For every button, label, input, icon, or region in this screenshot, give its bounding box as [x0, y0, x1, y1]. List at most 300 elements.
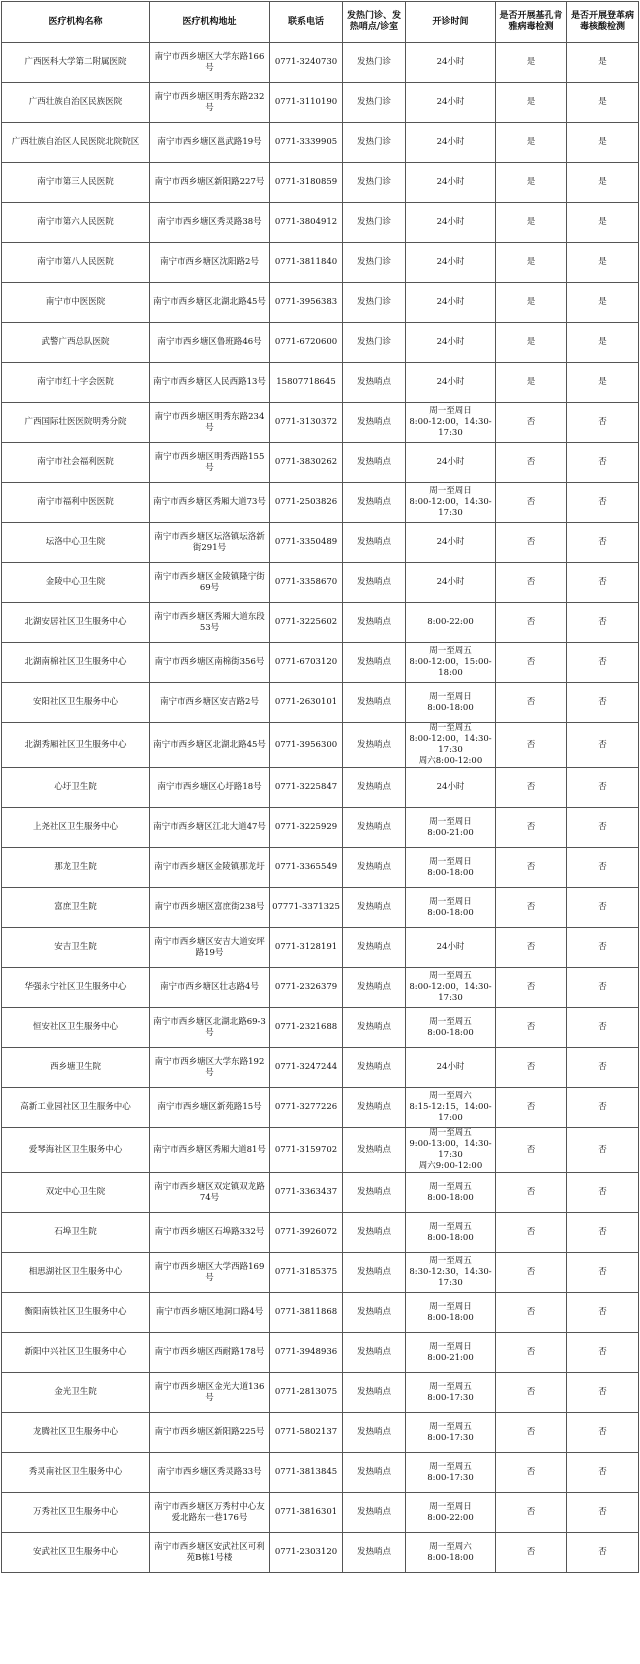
address-cell: 南宁市西乡塘区大学东路192号: [150, 1048, 270, 1088]
dengue-test-cell: 是: [567, 323, 639, 363]
chikungunya-test-cell: 否: [496, 683, 567, 723]
opening-hours-cell: 24小时: [406, 203, 496, 243]
clinic-type-cell: 发热哨点: [343, 523, 406, 563]
institution-name-cell: 相思湖社区卫生服务中心: [2, 1253, 150, 1293]
institution-name-cell: 秀灵南社区卫生服务中心: [2, 1453, 150, 1493]
address-cell: 南宁市西乡塘区秀灵路38号: [150, 203, 270, 243]
chikungunya-test-cell: 否: [496, 643, 567, 683]
institution-name-cell: 广西医科大学第二附属医院: [2, 43, 150, 83]
opening-hours-cell: 周一至周五 8:00-17:30: [406, 1413, 496, 1453]
opening-hours-cell: 24小时: [406, 443, 496, 483]
dengue-test-cell: 否: [567, 1293, 639, 1333]
chikungunya-test-cell: 是: [496, 283, 567, 323]
opening-hours-cell: 24小时: [406, 363, 496, 403]
table-row: [2, 1253, 639, 1293]
clinic-type-cell: 发热门诊: [343, 203, 406, 243]
institution-name-cell: 北湖安居社区卫生服务中心: [2, 603, 150, 643]
phone-cell: 0771-3816301: [270, 1493, 343, 1533]
institution-name-cell: 石埠卫生院: [2, 1213, 150, 1253]
chikungunya-test-cell: 否: [496, 1493, 567, 1533]
address-cell: 南宁市西乡塘区万秀村中心友爱北路东一巷176号: [150, 1493, 270, 1533]
institution-name-cell: 安阳社区卫生服务中心: [2, 683, 150, 723]
opening-hours-cell: 周一至周日 8:00-18:00: [406, 683, 496, 723]
chikungunya-test-cell: 否: [496, 928, 567, 968]
table-row: [2, 1413, 639, 1453]
address-cell: 南宁市西乡塘区大学西路169号: [150, 1253, 270, 1293]
address-cell: 南宁市西乡塘区北湖北路69-3号: [150, 1008, 270, 1048]
clinic-type-cell: 发热哨点: [343, 1373, 406, 1413]
dengue-test-cell: 否: [567, 808, 639, 848]
opening-hours-cell: 周一至周日 8:00-21:00: [406, 1333, 496, 1373]
opening-hours-cell: 24小时: [406, 163, 496, 203]
phone-cell: 0771-3225602: [270, 603, 343, 643]
address-cell: 南宁市西乡塘区安武社区可利苑B栋1号楼: [150, 1533, 270, 1573]
phone-cell: 0771-3350489: [270, 523, 343, 563]
address-cell: 南宁市西乡塘区安吉路2号: [150, 683, 270, 723]
dengue-test-cell: 否: [567, 888, 639, 928]
opening-hours-cell: 周一至周五 8:00-12:00，15:00-18:00: [406, 643, 496, 683]
chikungunya-test-cell: 是: [496, 323, 567, 363]
phone-cell: 0771-3180859: [270, 163, 343, 203]
address-cell: 南宁市西乡塘区金光大道136号: [150, 1373, 270, 1413]
opening-hours-cell: 周一至周五 8:00-12:00，14:30-17:30 周六8:00-12:00: [406, 723, 496, 768]
table-header-row: [2, 2, 639, 43]
institution-name-cell: 南宁市第八人民医院: [2, 243, 150, 283]
address-cell: 南宁市西乡塘区石埠路332号: [150, 1213, 270, 1253]
dengue-test-cell: 否: [567, 1048, 639, 1088]
dengue-test-cell: 否: [567, 1128, 639, 1173]
phone-cell: 0771-3110190: [270, 83, 343, 123]
address-cell: 南宁市西乡塘区秀灵路33号: [150, 1453, 270, 1493]
phone-cell: 0771-2813075: [270, 1373, 343, 1413]
phone-cell: 0771-3811868: [270, 1293, 343, 1333]
dengue-test-cell: 否: [567, 1373, 639, 1413]
phone-cell: 0771-3830262: [270, 443, 343, 483]
clinic-type-cell: 发热哨点: [343, 403, 406, 443]
institution-name-cell: 那龙卫生院: [2, 848, 150, 888]
address-cell: 南宁市西乡塘区沈阳路2号: [150, 243, 270, 283]
clinic-type-cell: 发热哨点: [343, 443, 406, 483]
opening-hours-cell: 24小时: [406, 1048, 496, 1088]
chikungunya-test-cell: 否: [496, 443, 567, 483]
opening-hours-cell: 周一至周五 8:00-18:00: [406, 1008, 496, 1048]
chikungunya-test-cell: 否: [496, 808, 567, 848]
chikungunya-test-cell: 否: [496, 403, 567, 443]
address-cell: 南宁市西乡塘区明秀东路234号: [150, 403, 270, 443]
dengue-test-cell: 否: [567, 1213, 639, 1253]
phone-cell: 0771-2630101: [270, 683, 343, 723]
opening-hours-cell: 24小时: [406, 928, 496, 968]
dengue-test-cell: 是: [567, 163, 639, 203]
chikungunya-test-cell: 是: [496, 43, 567, 83]
phone-cell: 0771-3363437: [270, 1173, 343, 1213]
address-cell: 南宁市西乡塘区鲁班路46号: [150, 323, 270, 363]
dengue-test-cell: 否: [567, 683, 639, 723]
dengue-test-cell: 否: [567, 603, 639, 643]
table-row: [2, 1533, 639, 1573]
table-row: [2, 43, 639, 83]
table-row: [2, 283, 639, 323]
chikungunya-test-cell: 否: [496, 1213, 567, 1253]
address-cell: 南宁市西乡塘区江北大道47号: [150, 808, 270, 848]
chikungunya-test-cell: 是: [496, 123, 567, 163]
dengue-test-cell: 否: [567, 403, 639, 443]
table-row: [2, 1213, 639, 1253]
phone-cell: 0771-3813845: [270, 1453, 343, 1493]
institution-name-cell: 爱琴海社区卫生服务中心: [2, 1128, 150, 1173]
table-row: [2, 1008, 639, 1048]
opening-hours-cell: 8:00-22:00: [406, 603, 496, 643]
opening-hours-cell: 周一至周五 8:30-12:30，14:30-17:30: [406, 1253, 496, 1293]
table-row: [2, 1128, 639, 1173]
institution-name-cell: 广西壮族自治区民族医院: [2, 83, 150, 123]
dengue-test-cell: 否: [567, 928, 639, 968]
address-cell: 南宁市西乡塘区西耐路178号: [150, 1333, 270, 1373]
column-header: 医疗机构名称: [2, 2, 150, 43]
dengue-test-cell: 否: [567, 563, 639, 603]
opening-hours-cell: 周一至周日 8:00-22:00: [406, 1493, 496, 1533]
table-row: [2, 1453, 639, 1493]
address-cell: 南宁市西乡塘区壮志路4号: [150, 968, 270, 1008]
institution-name-cell: 衡阳南铁社区卫生服务中心: [2, 1293, 150, 1333]
table-row: [2, 1173, 639, 1213]
chikungunya-test-cell: 否: [496, 768, 567, 808]
table-row: [2, 83, 639, 123]
clinic-type-cell: 发热哨点: [343, 928, 406, 968]
phone-cell: 0771-3128191: [270, 928, 343, 968]
phone-cell: 0771-3240730: [270, 43, 343, 83]
address-cell: 南宁市西乡塘区新阳路227号: [150, 163, 270, 203]
address-cell: 南宁市西乡塘区秀厢大道东段53号: [150, 603, 270, 643]
dengue-test-cell: 是: [567, 83, 639, 123]
institution-name-cell: 新阳中兴社区卫生服务中心: [2, 1333, 150, 1373]
chikungunya-test-cell: 否: [496, 603, 567, 643]
clinic-type-cell: 发热门诊: [343, 83, 406, 123]
clinic-type-cell: 发热哨点: [343, 1533, 406, 1573]
chikungunya-test-cell: 否: [496, 1128, 567, 1173]
opening-hours-cell: 24小时: [406, 768, 496, 808]
opening-hours-cell: 周一至周日 8:00-12:00，14:30-17:30: [406, 483, 496, 523]
dengue-test-cell: 是: [567, 363, 639, 403]
address-cell: 南宁市西乡塘区南棉街356号: [150, 643, 270, 683]
chikungunya-test-cell: 否: [496, 1173, 567, 1213]
dengue-test-cell: 否: [567, 768, 639, 808]
dengue-test-cell: 否: [567, 643, 639, 683]
chikungunya-test-cell: 是: [496, 163, 567, 203]
dengue-test-cell: 否: [567, 1173, 639, 1213]
clinic-type-cell: 发热哨点: [343, 363, 406, 403]
dengue-test-cell: 否: [567, 1453, 639, 1493]
phone-cell: 0771-3277226: [270, 1088, 343, 1128]
clinic-type-cell: 发热哨点: [343, 1453, 406, 1493]
opening-hours-cell: 24小时: [406, 283, 496, 323]
table-row: [2, 768, 639, 808]
phone-cell: 0771-5802137: [270, 1413, 343, 1453]
phone-cell: 0771-3804912: [270, 203, 343, 243]
institution-name-cell: 广西国际壮医医院明秀分院: [2, 403, 150, 443]
chikungunya-test-cell: 否: [496, 523, 567, 563]
address-cell: 南宁市西乡塘区人民西路13号: [150, 363, 270, 403]
phone-cell: 0771-3926072: [270, 1213, 343, 1253]
phone-cell: 0771-2326379: [270, 968, 343, 1008]
chikungunya-test-cell: 否: [496, 1413, 567, 1453]
table-row: [2, 403, 639, 443]
opening-hours-cell: 24小时: [406, 83, 496, 123]
clinic-type-cell: 发热哨点: [343, 1253, 406, 1293]
clinic-type-cell: 发热哨点: [343, 1128, 406, 1173]
table-row: [2, 603, 639, 643]
institution-name-cell: 高新工业园社区卫生服务中心: [2, 1088, 150, 1128]
clinic-type-cell: 发热门诊: [343, 243, 406, 283]
dengue-test-cell: 否: [567, 1333, 639, 1373]
institution-name-cell: 南宁市中医医院: [2, 283, 150, 323]
institution-name-cell: 南宁市第三人民医院: [2, 163, 150, 203]
address-cell: 南宁市西乡塘区明秀东路232号: [150, 83, 270, 123]
dengue-test-cell: 是: [567, 43, 639, 83]
clinic-type-cell: 发热哨点: [343, 1173, 406, 1213]
institution-name-cell: 南宁市福利中医医院: [2, 483, 150, 523]
table-row: [2, 1493, 639, 1533]
institution-name-cell: 南宁市第六人民医院: [2, 203, 150, 243]
institution-name-cell: 万秀社区卫生服务中心: [2, 1493, 150, 1533]
opening-hours-cell: 24小时: [406, 563, 496, 603]
chikungunya-test-cell: 否: [496, 1533, 567, 1573]
institution-name-cell: 华强永宁社区卫生服务中心: [2, 968, 150, 1008]
table-row: [2, 523, 639, 563]
table-body: [2, 43, 639, 1573]
address-cell: 南宁市西乡塘区北湖北路45号: [150, 723, 270, 768]
opening-hours-cell: 周一至周五 8:00-17:30: [406, 1453, 496, 1493]
phone-cell: 0771-3365549: [270, 848, 343, 888]
clinic-type-cell: 发热哨点: [343, 1213, 406, 1253]
chikungunya-test-cell: 否: [496, 723, 567, 768]
phone-cell: 0771-2321688: [270, 1008, 343, 1048]
phone-cell: 0771-3225929: [270, 808, 343, 848]
opening-hours-cell: 周一至周五 9:00-13:00，14:30-17:30 周六9:00-12:00: [406, 1128, 496, 1173]
table-row: [2, 808, 639, 848]
opening-hours-cell: 24小时: [406, 43, 496, 83]
opening-hours-cell: 周一至周五 8:00-18:00: [406, 1213, 496, 1253]
institution-name-cell: 广西壮族自治区人民医院北院院区: [2, 123, 150, 163]
phone-cell: 0771-3358670: [270, 563, 343, 603]
column-header: 开诊时间: [406, 2, 496, 43]
address-cell: 南宁市西乡塘区北湖北路45号: [150, 283, 270, 323]
clinic-type-cell: 发热哨点: [343, 1493, 406, 1533]
column-header: 医疗机构地址: [150, 2, 270, 43]
clinic-type-cell: 发热哨点: [343, 643, 406, 683]
address-cell: 南宁市西乡塘区安吉大道安坪路19号: [150, 928, 270, 968]
institution-name-cell: 安吉卫生院: [2, 928, 150, 968]
address-cell: 南宁市西乡塘区心圩路18号: [150, 768, 270, 808]
opening-hours-cell: 周一至周日 8:00-18:00: [406, 888, 496, 928]
dengue-test-cell: 是: [567, 243, 639, 283]
clinic-table: [1, 1, 639, 1573]
phone-cell: 0771-3339905: [270, 123, 343, 163]
address-cell: 南宁市西乡塘区双定镇双龙路74号: [150, 1173, 270, 1213]
address-cell: 南宁市西乡塘区明秀西路155号: [150, 443, 270, 483]
chikungunya-test-cell: 否: [496, 1253, 567, 1293]
institution-name-cell: 安武社区卫生服务中心: [2, 1533, 150, 1573]
address-cell: 南宁市西乡塘区金陵镇那龙圩: [150, 848, 270, 888]
phone-cell: 15807718645: [270, 363, 343, 403]
phone-cell: 07771-3371325: [270, 888, 343, 928]
clinic-type-cell: 发热哨点: [343, 563, 406, 603]
table-row: [2, 1373, 639, 1413]
phone-cell: 0771-2503826: [270, 483, 343, 523]
phone-cell: 0771-3811840: [270, 243, 343, 283]
clinic-type-cell: 发热哨点: [343, 1413, 406, 1453]
phone-cell: 0771-3130372: [270, 403, 343, 443]
table-row: [2, 848, 639, 888]
opening-hours-cell: 24小时: [406, 243, 496, 283]
dengue-test-cell: 是: [567, 283, 639, 323]
opening-hours-cell: 周一至周五 8:00-17:30: [406, 1373, 496, 1413]
table-row: [2, 163, 639, 203]
phone-cell: 0771-6720600: [270, 323, 343, 363]
clinic-type-cell: 发热门诊: [343, 123, 406, 163]
opening-hours-cell: 周一至周日 8:00-18:00: [406, 848, 496, 888]
table-row: [2, 723, 639, 768]
address-cell: 南宁市西乡塘区新苑路15号: [150, 1088, 270, 1128]
chikungunya-test-cell: 是: [496, 203, 567, 243]
institution-name-cell: 心圩卫生院: [2, 768, 150, 808]
table-row: [2, 888, 639, 928]
chikungunya-test-cell: 否: [496, 1088, 567, 1128]
table-row: [2, 243, 639, 283]
institution-name-cell: 北湖秀厢社区卫生服务中心: [2, 723, 150, 768]
chikungunya-test-cell: 否: [496, 1293, 567, 1333]
institution-name-cell: 恒安社区卫生服务中心: [2, 1008, 150, 1048]
opening-hours-cell: 周一至周五 8:00-18:00: [406, 1173, 496, 1213]
clinic-type-cell: 发热哨点: [343, 808, 406, 848]
address-cell: 南宁市西乡塘区邕武路19号: [150, 123, 270, 163]
clinic-type-cell: 发热门诊: [343, 43, 406, 83]
table-row: [2, 1088, 639, 1128]
chikungunya-test-cell: 否: [496, 563, 567, 603]
table-row: [2, 323, 639, 363]
clinic-type-cell: 发热哨点: [343, 848, 406, 888]
opening-hours-cell: 周一至周六 8:15-12:15，14:00-17:00: [406, 1088, 496, 1128]
column-header: 联系电话: [270, 2, 343, 43]
institution-name-cell: 西乡塘卫生院: [2, 1048, 150, 1088]
institution-name-cell: 武警广西总队医院: [2, 323, 150, 363]
dengue-test-cell: 否: [567, 1253, 639, 1293]
table-row: [2, 363, 639, 403]
clinic-type-cell: 发热哨点: [343, 888, 406, 928]
column-header: 发热门诊、发热哨点/诊室: [343, 2, 406, 43]
institution-name-cell: 龙腾社区卫生服务中心: [2, 1413, 150, 1453]
clinic-type-cell: 发热哨点: [343, 1333, 406, 1373]
dengue-test-cell: 否: [567, 1008, 639, 1048]
address-cell: 南宁市西乡塘区秀厢大道73号: [150, 483, 270, 523]
table-row: [2, 1333, 639, 1373]
clinic-type-cell: 发热哨点: [343, 1008, 406, 1048]
table-row: [2, 1048, 639, 1088]
chikungunya-test-cell: 否: [496, 1373, 567, 1413]
phone-cell: 0771-6703120: [270, 643, 343, 683]
table-row: [2, 928, 639, 968]
dengue-test-cell: 是: [567, 123, 639, 163]
chikungunya-test-cell: 是: [496, 363, 567, 403]
phone-cell: 0771-3956383: [270, 283, 343, 323]
institution-name-cell: 北湖南棉社区卫生服务中心: [2, 643, 150, 683]
opening-hours-cell: 24小时: [406, 123, 496, 163]
table-row: [2, 683, 639, 723]
dengue-test-cell: 否: [567, 1533, 639, 1573]
phone-cell: 0771-3159702: [270, 1128, 343, 1173]
chikungunya-test-cell: 是: [496, 83, 567, 123]
clinic-type-cell: 发热哨点: [343, 1293, 406, 1333]
address-cell: 南宁市西乡塘区地洞口路4号: [150, 1293, 270, 1333]
dengue-test-cell: 否: [567, 848, 639, 888]
dengue-test-cell: 否: [567, 483, 639, 523]
opening-hours-cell: 周一至周六 8:00-18:00: [406, 1533, 496, 1573]
column-header: 是否开展基孔肯雅病毒检测: [496, 2, 567, 43]
phone-cell: 0771-3956300: [270, 723, 343, 768]
opening-hours-cell: 周一至周日 8:00-18:00: [406, 1293, 496, 1333]
chikungunya-test-cell: 是: [496, 243, 567, 283]
chikungunya-test-cell: 否: [496, 1048, 567, 1088]
phone-cell: 0771-3948936: [270, 1333, 343, 1373]
chikungunya-test-cell: 否: [496, 848, 567, 888]
clinic-type-cell: 发热哨点: [343, 1048, 406, 1088]
address-cell: 南宁市西乡塘区富庶街238号: [150, 888, 270, 928]
address-cell: 南宁市西乡塘区新阳路225号: [150, 1413, 270, 1453]
dengue-test-cell: 否: [567, 1493, 639, 1533]
opening-hours-cell: 周一至周五 8:00-12:00，14:30-17:30: [406, 968, 496, 1008]
table-row: [2, 123, 639, 163]
table-row: [2, 1293, 639, 1333]
table-row: [2, 443, 639, 483]
address-cell: 南宁市西乡塘区坛洛镇坛洛新街291号: [150, 523, 270, 563]
clinic-type-cell: 发热门诊: [343, 323, 406, 363]
clinic-type-cell: 发热哨点: [343, 483, 406, 523]
dengue-test-cell: 否: [567, 1413, 639, 1453]
column-header: 是否开展登革病毒核酸检测: [567, 2, 639, 43]
clinic-type-cell: 发热门诊: [343, 163, 406, 203]
institution-name-cell: 金陵中心卫生院: [2, 563, 150, 603]
opening-hours-cell: 周一至周日 8:00-21:00: [406, 808, 496, 848]
table-row: [2, 643, 639, 683]
table-row: [2, 563, 639, 603]
institution-name-cell: 双定中心卫生院: [2, 1173, 150, 1213]
institution-name-cell: 金光卫生院: [2, 1373, 150, 1413]
dengue-test-cell: 否: [567, 443, 639, 483]
dengue-test-cell: 否: [567, 968, 639, 1008]
institution-name-cell: 富庶卫生院: [2, 888, 150, 928]
clinic-type-cell: 发热哨点: [343, 1088, 406, 1128]
clinic-type-cell: 发热哨点: [343, 968, 406, 1008]
dengue-test-cell: 否: [567, 1088, 639, 1128]
institution-name-cell: 南宁市红十字会医院: [2, 363, 150, 403]
dengue-test-cell: 否: [567, 523, 639, 563]
address-cell: 南宁市西乡塘区秀厢大道81号: [150, 1128, 270, 1173]
opening-hours-cell: 周一至周日 8:00-12:00，14:30-17:30: [406, 403, 496, 443]
phone-cell: 0771-2303120: [270, 1533, 343, 1573]
address-cell: 南宁市西乡塘区大学东路166号: [150, 43, 270, 83]
clinic-type-cell: 发热哨点: [343, 723, 406, 768]
chikungunya-test-cell: 否: [496, 888, 567, 928]
phone-cell: 0771-3247244: [270, 1048, 343, 1088]
chikungunya-test-cell: 否: [496, 483, 567, 523]
table-row: [2, 968, 639, 1008]
clinic-type-cell: 发热哨点: [343, 768, 406, 808]
chikungunya-test-cell: 否: [496, 1008, 567, 1048]
opening-hours-cell: 24小时: [406, 323, 496, 363]
chikungunya-test-cell: 否: [496, 968, 567, 1008]
dengue-test-cell: 是: [567, 203, 639, 243]
dengue-test-cell: 否: [567, 723, 639, 768]
